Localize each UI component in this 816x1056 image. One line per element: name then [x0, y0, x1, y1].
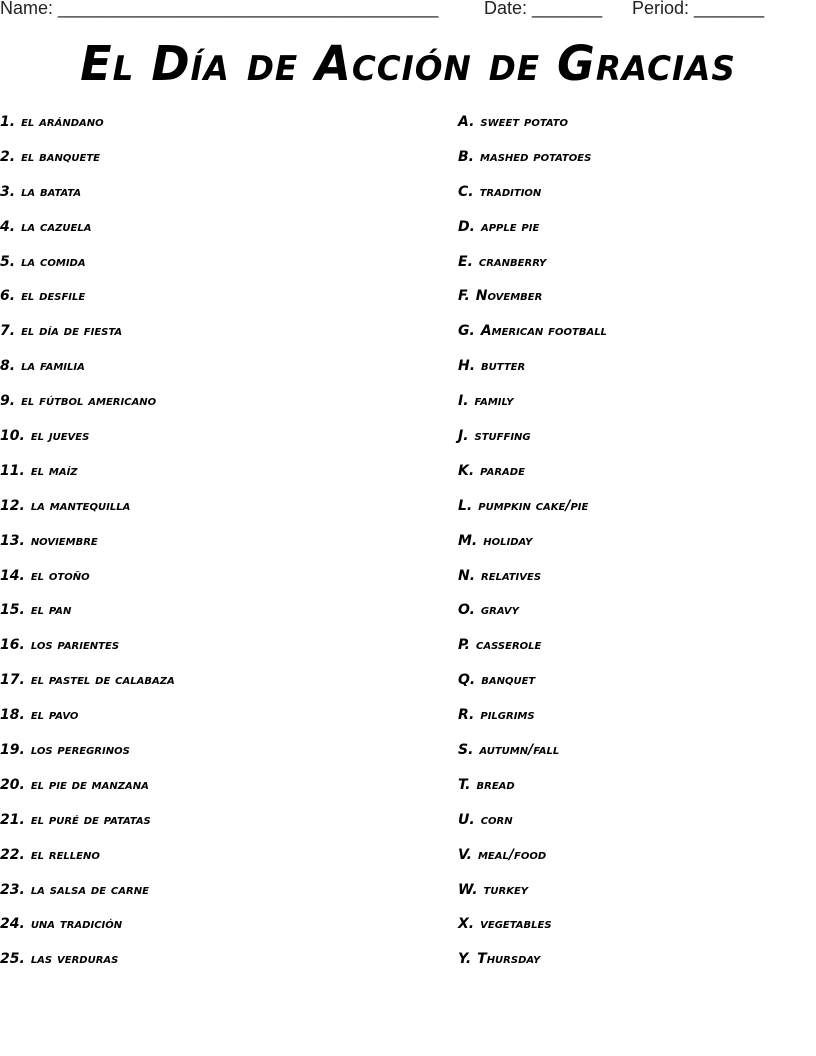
- spanish-term-text: la cazuela: [21, 218, 92, 235]
- spanish-term-item: [0, 217, 175, 252]
- english-term-text: American football: [480, 323, 607, 340]
- spanish-term-item: [0, 914, 175, 949]
- item-number: 2.: [0, 148, 16, 165]
- spanish-term-text: el arándano: [21, 114, 104, 130]
- english-term-item: [458, 356, 607, 391]
- spanish-term-text: el día de fiesta: [21, 323, 123, 340]
- item-letter: E.: [458, 253, 473, 270]
- spanish-term-text: la batata: [21, 183, 82, 200]
- spanish-term-item: [0, 461, 175, 496]
- english-term-text: family: [474, 393, 514, 410]
- spanish-term-item: [0, 182, 175, 217]
- spanish-term-text: la comida: [21, 253, 86, 270]
- item-number: 10.: [0, 428, 25, 445]
- item-letter: X.: [458, 916, 475, 933]
- english-term-text: relatives: [481, 567, 542, 584]
- english-term-text: holiday: [483, 532, 533, 549]
- spanish-term-item: [0, 600, 175, 635]
- english-term-item: [458, 391, 607, 426]
- spanish-term-item: [0, 391, 175, 426]
- spanish-term-item: [0, 356, 175, 391]
- spanish-term-text: el otoño: [30, 567, 90, 584]
- item-number: 1.: [0, 114, 16, 130]
- english-term-item: [458, 949, 607, 984]
- item-letter: F.: [458, 288, 470, 305]
- item-letter: I.: [458, 393, 469, 410]
- english-term-item: [458, 531, 607, 566]
- item-number: 13.: [0, 532, 25, 549]
- item-letter: A.: [458, 114, 475, 130]
- spanish-term-text: los peregrinos: [30, 742, 130, 759]
- spanish-term-text: el puré de patatas: [30, 811, 151, 828]
- item-letter: N.: [458, 567, 476, 584]
- english-term-text: parade: [480, 462, 525, 479]
- spanish-term-item: [0, 740, 175, 775]
- english-term-text: tradition: [479, 183, 542, 200]
- english-terms-list: [458, 112, 607, 984]
- spanish-term-text: los parientes: [30, 637, 120, 654]
- spanish-term-text: el jueves: [30, 428, 90, 445]
- item-number: 4.: [0, 218, 16, 235]
- item-letter: P.: [458, 637, 470, 654]
- english-term-text: mashed potatoes: [480, 148, 592, 165]
- spanish-term-item: [0, 531, 175, 566]
- item-letter: T.: [458, 776, 471, 793]
- period-field[interactable]: Period: _______: [632, 0, 765, 18]
- item-number: 11.: [0, 462, 25, 479]
- english-term-item: [458, 810, 607, 845]
- english-term-text: butter: [481, 358, 526, 375]
- spanish-term-item: [0, 775, 175, 810]
- spanish-term-text: las verduras: [30, 951, 119, 968]
- page-title: El Día de Acción de Gracias: [80, 36, 736, 92]
- spanish-term-item: [0, 112, 175, 147]
- item-letter: C.: [458, 183, 474, 200]
- item-letter: K.: [458, 462, 475, 479]
- spanish-term-item: [0, 880, 175, 915]
- spanish-term-text: el maíz: [30, 462, 78, 479]
- english-term-text: vegetables: [480, 916, 552, 933]
- spanish-terms-list: [0, 112, 175, 984]
- item-letter: W.: [458, 881, 478, 898]
- english-term-item: [458, 496, 607, 531]
- spanish-term-text: el banquete: [21, 148, 100, 165]
- spanish-term-item: [0, 635, 175, 670]
- item-number: 6.: [0, 288, 16, 305]
- item-number: 16.: [0, 637, 25, 654]
- date-field[interactable]: Date: _______: [484, 0, 603, 18]
- english-term-item: [458, 217, 607, 252]
- english-term-item: [458, 914, 607, 949]
- english-term-text: pumpkin cake/pie: [478, 497, 589, 514]
- spanish-term-item: [0, 321, 175, 356]
- english-term-item: [458, 705, 607, 740]
- english-term-text: sweet potato: [480, 114, 568, 130]
- item-number: 20.: [0, 776, 25, 793]
- item-letter: L.: [458, 497, 473, 514]
- item-number: 24.: [0, 916, 25, 933]
- item-number: 23.: [0, 881, 25, 898]
- spanish-term-item: [0, 147, 175, 182]
- spanish-term-text: el desfile: [21, 288, 86, 305]
- english-term-item: [458, 112, 607, 147]
- spanish-term-item: [0, 566, 175, 601]
- english-term-item: [458, 147, 607, 182]
- spanish-term-text: la mantequilla: [30, 497, 131, 514]
- item-number: 9.: [0, 393, 16, 410]
- spanish-term-item: [0, 845, 175, 880]
- spanish-term-text: el fútbol americano: [21, 393, 157, 410]
- spanish-term-text: el pan: [30, 602, 72, 619]
- english-term-text: turkey: [483, 881, 529, 898]
- spanish-term-text: la familia: [21, 358, 85, 375]
- english-term-text: banquet: [481, 672, 536, 689]
- english-term-item: [458, 775, 607, 810]
- english-term-item: [458, 321, 607, 356]
- english-term-text: Thursday: [477, 951, 541, 968]
- item-letter: O.: [458, 602, 475, 619]
- english-term-item: [458, 566, 607, 601]
- item-number: 15.: [0, 602, 25, 619]
- english-term-item: [458, 182, 607, 217]
- item-number: 8.: [0, 358, 16, 375]
- spanish-term-item: [0, 286, 175, 321]
- spanish-term-text: el pastel de calabaza: [30, 672, 175, 689]
- english-term-item: [458, 740, 607, 775]
- english-term-text: autumn/fall: [479, 742, 560, 759]
- english-term-item: [458, 426, 607, 461]
- spanish-term-item: [0, 426, 175, 461]
- item-number: 22.: [0, 846, 25, 863]
- item-number: 7.: [0, 323, 16, 340]
- spanish-term-text: el pie de manzana: [30, 776, 149, 793]
- spanish-term-text: noviembre: [30, 532, 98, 549]
- item-letter: Y.: [458, 951, 472, 968]
- worksheet-header: [0, 0, 816, 22]
- spanish-term-item: [0, 252, 175, 287]
- english-term-text: stuffing: [474, 428, 531, 445]
- english-term-text: pilgrims: [480, 707, 535, 724]
- item-letter: D.: [458, 218, 475, 235]
- name-field[interactable]: Name: ______________________________________: [0, 0, 439, 18]
- english-term-item: [458, 461, 607, 496]
- english-term-item: [458, 600, 607, 635]
- item-letter: Q.: [458, 672, 476, 689]
- item-letter: G.: [458, 323, 475, 340]
- english-term-item: [458, 635, 607, 670]
- item-number: 21.: [0, 811, 25, 828]
- spanish-term-text: el pavo: [30, 707, 79, 724]
- english-term-item: [458, 286, 607, 321]
- english-term-item: [458, 252, 607, 287]
- item-letter: R.: [458, 707, 475, 724]
- spanish-term-item: [0, 949, 175, 984]
- english-term-item: [458, 845, 607, 880]
- spanish-term-text: una tradición: [30, 916, 123, 933]
- english-term-text: cranberry: [478, 253, 547, 270]
- spanish-term-text: la salsa de carne: [30, 881, 149, 898]
- item-letter: J.: [458, 428, 469, 445]
- english-term-text: corn: [480, 811, 513, 828]
- item-letter: B.: [458, 148, 474, 165]
- item-letter: V.: [458, 846, 472, 863]
- english-term-text: apple pie: [480, 218, 540, 235]
- english-term-text: November: [475, 288, 543, 305]
- item-letter: M.: [458, 532, 478, 549]
- spanish-term-text: el relleno: [30, 846, 100, 863]
- spanish-term-item: [0, 496, 175, 531]
- english-term-text: bread: [476, 776, 515, 793]
- item-letter: H.: [458, 358, 476, 375]
- english-term-text: casserole: [475, 637, 542, 654]
- english-term-item: [458, 880, 607, 915]
- item-number: 12.: [0, 497, 25, 514]
- english-term-text: meal/food: [477, 846, 547, 863]
- item-letter: U.: [458, 811, 475, 828]
- english-term-text: gravy: [480, 602, 519, 619]
- item-letter: S.: [458, 742, 474, 759]
- item-number: 25.: [0, 951, 25, 968]
- item-number: 17.: [0, 672, 25, 689]
- item-number: 14.: [0, 567, 25, 584]
- spanish-term-item: [0, 810, 175, 845]
- spanish-term-item: [0, 670, 175, 705]
- item-number: 19.: [0, 742, 25, 759]
- english-term-item: [458, 670, 607, 705]
- spanish-term-item: [0, 705, 175, 740]
- item-number: 5.: [0, 253, 16, 270]
- item-number: 3.: [0, 183, 16, 200]
- item-number: 18.: [0, 707, 25, 724]
